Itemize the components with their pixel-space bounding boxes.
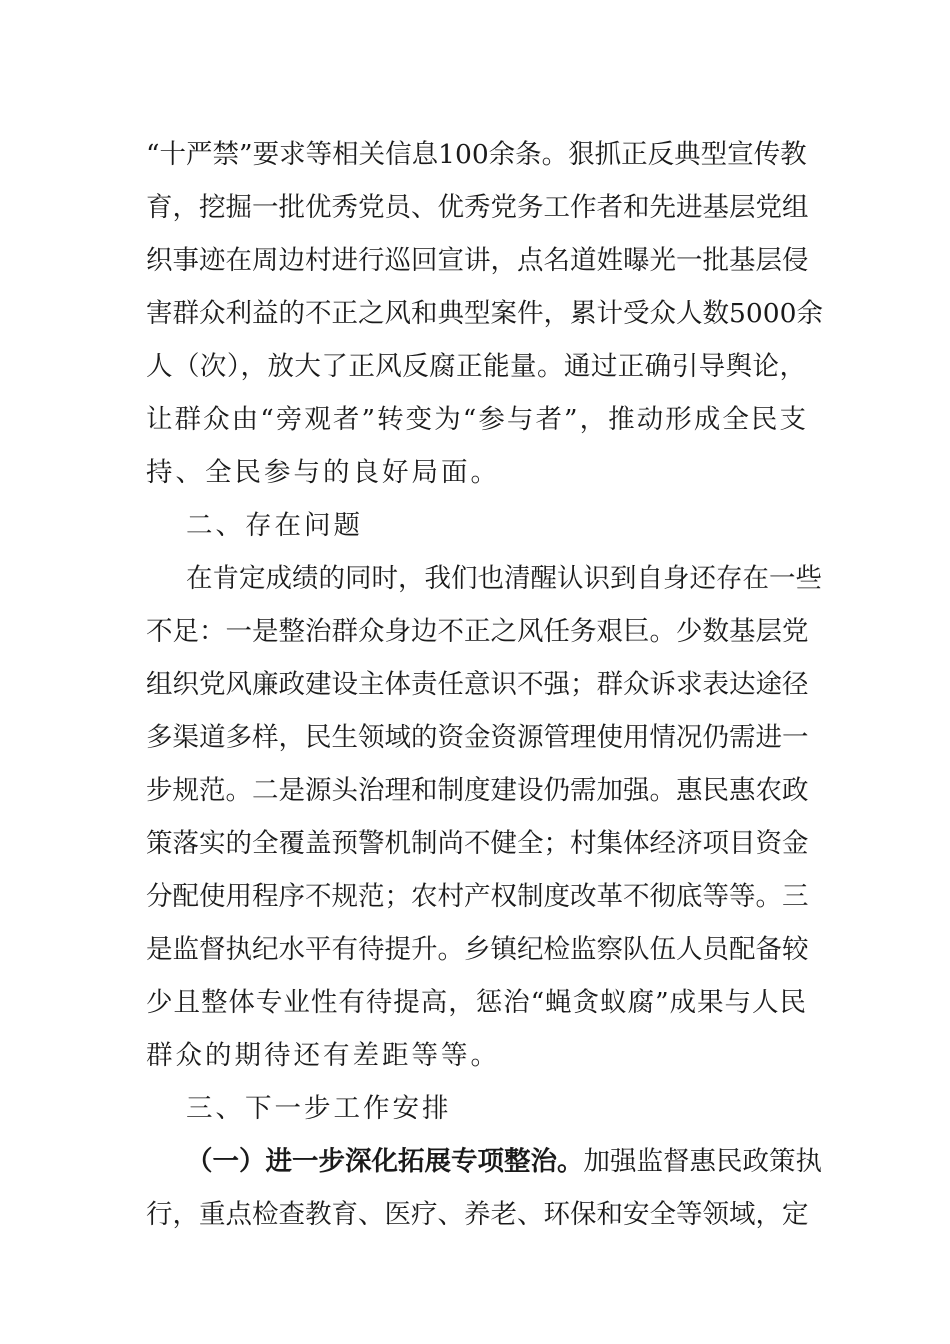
paragraph-line: 让群众由“旁观者”转变为“参与者”，推动形成全民支 <box>146 404 806 435</box>
paragraph-line: 策落实的全覆盖预警机制尚不健全；村集体经济项目资金 <box>146 828 809 859</box>
subheading-deepen-rectification: （一）进一步深化拓展专项整治。 <box>186 1146 584 1177</box>
paragraph-line: 害群众利益的不正之风和典型案件，累计受众人数5000余 <box>146 298 823 329</box>
paragraph-line: 育，挖掘一批优秀党员、优秀党务工作者和先进基层党组 <box>146 192 809 223</box>
paragraph-line: “十严禁”要求等相关信息100余条。狠抓正反典型宣传教 <box>146 139 807 170</box>
paragraph-line: 分配使用程序不规范；农村产权制度改革不彻底等等。三 <box>146 881 809 912</box>
paragraph-line: 步规范。二是源头治理和制度建设仍需加强。惠民惠农政 <box>146 775 809 806</box>
paragraph-line: 在肯定成绩的同时，我们也清醒认识到自身还存在一些 <box>186 563 822 594</box>
paragraph-line <box>186 1142 822 1182</box>
section-heading-next-steps: 三、下一步工作安排 <box>186 1093 452 1124</box>
section-heading-problems: 二、存在问题 <box>186 510 363 541</box>
paragraph-line: 持、全民参与的良好局面。 <box>146 457 500 488</box>
paragraph-line: 是监督执纪水平有待提升。乡镇纪检监察队伍人员配备较 <box>146 934 809 965</box>
paragraph-line: 少且整体专业性有待提高，惩治“蝇贪蚁腐”成果与人民 <box>146 987 806 1018</box>
paragraph-line: 织事迹在周边村进行巡回宣讲，点名道姓曝光一批基层侵 <box>146 245 809 276</box>
paragraph-line: 不足：一是整治群众身边不正之风任务艰巨。少数基层党 <box>146 616 809 647</box>
paragraph-line: 人（次），放大了正风反腐正能量。通过正确引导舆论， <box>146 351 806 382</box>
paragraph-line: 组织党风廉政建设主体责任意识不强；群众诉求表达途径 <box>146 669 809 700</box>
paragraph-line: 群众的期待还有差距等等。 <box>146 1040 500 1071</box>
paragraph-line: 行，重点检查教育、医疗、养老、环保和安全等领域，定 <box>146 1199 809 1230</box>
paragraph-line: 多渠道多样，民生领域的资金资源管理使用情况仍需进一 <box>146 722 809 753</box>
paragraph-text: 加强监督惠民政策执 <box>583 1146 822 1177</box>
